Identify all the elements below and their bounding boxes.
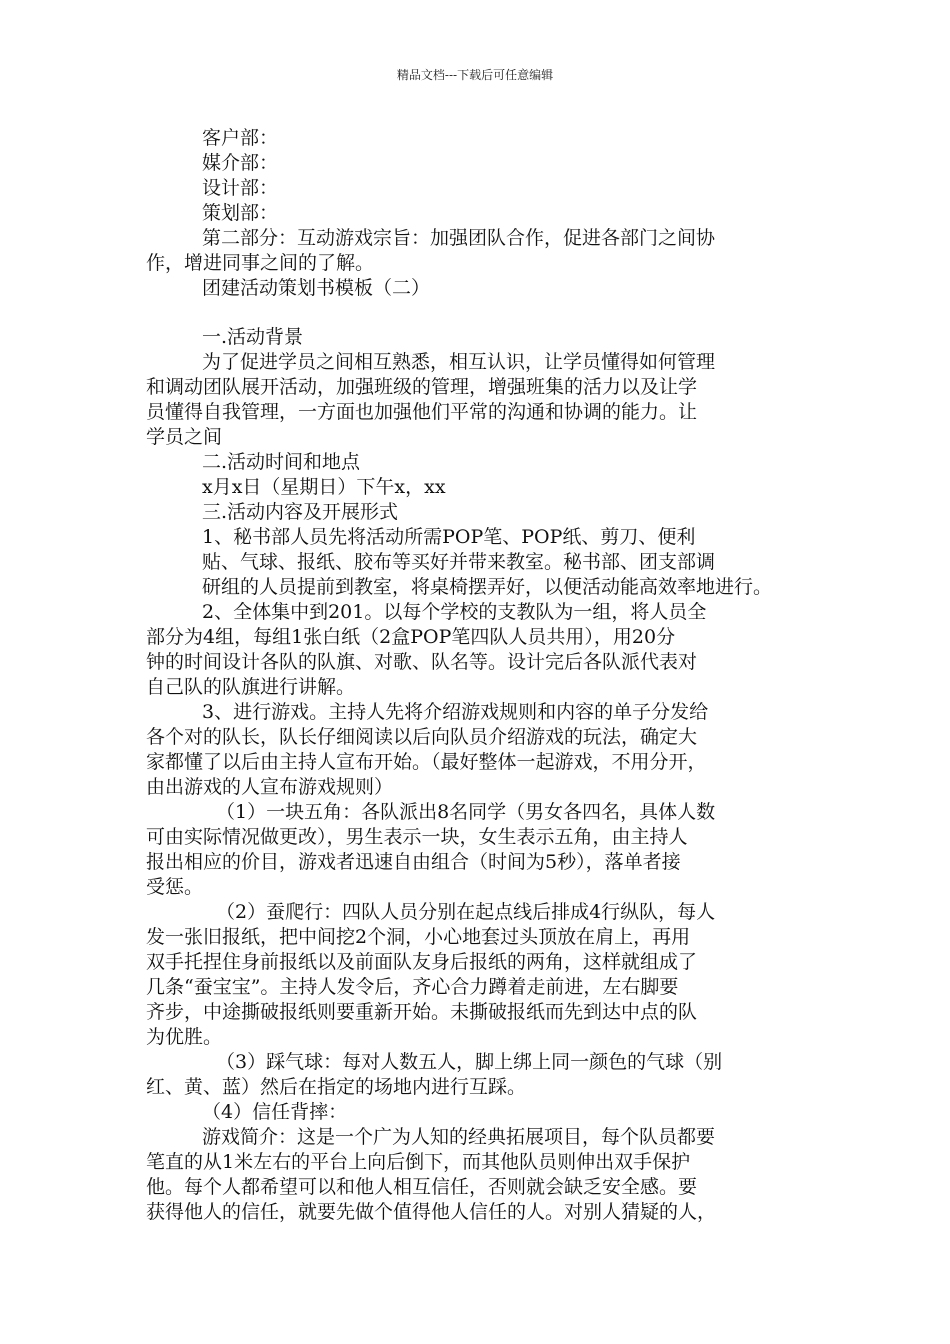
text-line: 研组的人员提前到教室，将桌椅摆弄好，以便活动能高效率地进行。	[202, 576, 773, 598]
text-line: 一.活动背景	[202, 326, 304, 348]
text-line: （2）蚕爬行：四队人员分别在起点线后排成4行纵队，每人	[216, 901, 716, 923]
text-line: 三.活动内容及开展形式	[202, 501, 399, 523]
text-line: 媒介部：	[202, 152, 279, 174]
text-line: 员懂得自我管理，一方面也加强他们平常的沟通和协调的能力。让	[146, 401, 698, 423]
text-line: 2、全体集中到201。以每个学校的支教队为一组，将人员全	[202, 601, 707, 623]
text-line: 1、秘书部人员先将活动所需POP笔、POP纸、剪刀、便利	[202, 526, 696, 548]
text-line: 和调动团队展开活动，加强班级的管理，增强班集的活力以及让学	[146, 376, 698, 398]
text-line: 策划部：	[202, 202, 279, 224]
text-line: 部分为4组，每组1张白纸（2盒POP笔四队人员共用），用20分	[146, 626, 676, 648]
text-line: 受惩。	[146, 876, 204, 898]
text-line: 他。每个人都希望可以和他人相互信任，否则就会缺乏安全感。要	[146, 1176, 698, 1198]
text-line: 各个对的队长，队长仔细阅读以后向队员介绍游戏的玩法，确定大	[146, 726, 698, 748]
text-line: 自己队的队旗进行讲解。	[146, 676, 356, 698]
text-line: （3）踩气球：每对人数五人，脚上绑上同一颜色的气球（别	[216, 1051, 723, 1073]
text-line: （1）一块五角：各队派出8名同学（男女各四名，具体人数	[216, 801, 716, 823]
text-line: 由出游戏的人宣布游戏规则）	[146, 776, 394, 798]
text-line: 齐步，中途撕破报纸则要重新开始。未撕破报纸而先到达中点的队	[146, 1001, 698, 1023]
text-line: 获得他人的信任，就要先做个值得他人信任的人。对别人猜疑的人，	[146, 1201, 717, 1223]
text-line: 学员之间	[146, 426, 223, 448]
text-line: 团建活动策划书模板（二）	[202, 277, 431, 299]
page-header: 精品文档---下载后可任意编辑	[396, 68, 554, 82]
text-line: 发一张旧报纸，把中间挖2个洞，小心地套过头顶放在肩上，再用	[146, 926, 691, 948]
text-line: 报出相应的价目，游戏者迅速自由组合（时间为5秒），落单者接	[146, 851, 681, 873]
text-line: 贴、气球、报纸、胶布等买好并带来教室。秘书部、团支部调	[202, 551, 716, 573]
text-line: 为了促进学员之间相互熟悉，相互认识，让学员懂得如何管理	[202, 351, 716, 373]
text-line: 笔直的从1米左右的平台上向后倒下，而其他队员则伸出双手保护	[146, 1151, 691, 1173]
text-line: （4）信任背摔：	[202, 1101, 348, 1123]
text-line: 游戏简介：这是一个广为人知的经典拓展项目，每个队员都要	[202, 1126, 716, 1148]
text-line: 红、黄、蓝）然后在指定的场地内进行互踩。	[146, 1076, 527, 1098]
text-line: 第二部分：互动游戏宗旨：加强团队合作，促进各部门之间协	[202, 227, 716, 249]
text-line: 几条“蚕宝宝”。主持人发令后，齐心合力蹲着走前进，左右脚要	[146, 976, 679, 998]
text-line: 二.活动时间和地点	[202, 451, 361, 473]
text-line: 为优胜。	[146, 1026, 223, 1048]
text-line: x月x日（星期日）下午x，xx	[202, 476, 446, 498]
text-line: 3、进行游戏。主持人先将介绍游戏规则和内容的单子分发给	[202, 701, 709, 723]
text-line: 客户部：	[202, 127, 279, 149]
text-line: 设计部：	[202, 177, 279, 199]
text-line: 钟的时间设计各队的队旗、对歌、队名等。设计完后各队派代表对	[146, 651, 698, 673]
text-line: 双手托捏住身前报纸以及前面队友身后报纸的两角，这样就组成了	[146, 951, 698, 973]
text-line: 家都懂了以后由主持人宣布开始。（最好整体一起游戏，不用分开，	[146, 751, 707, 773]
text-line: 可由实际情况做更改），男生表示一块，女生表示五角，由主持人	[146, 826, 688, 848]
text-line: 作，增进同事之间的了解。	[146, 252, 375, 274]
